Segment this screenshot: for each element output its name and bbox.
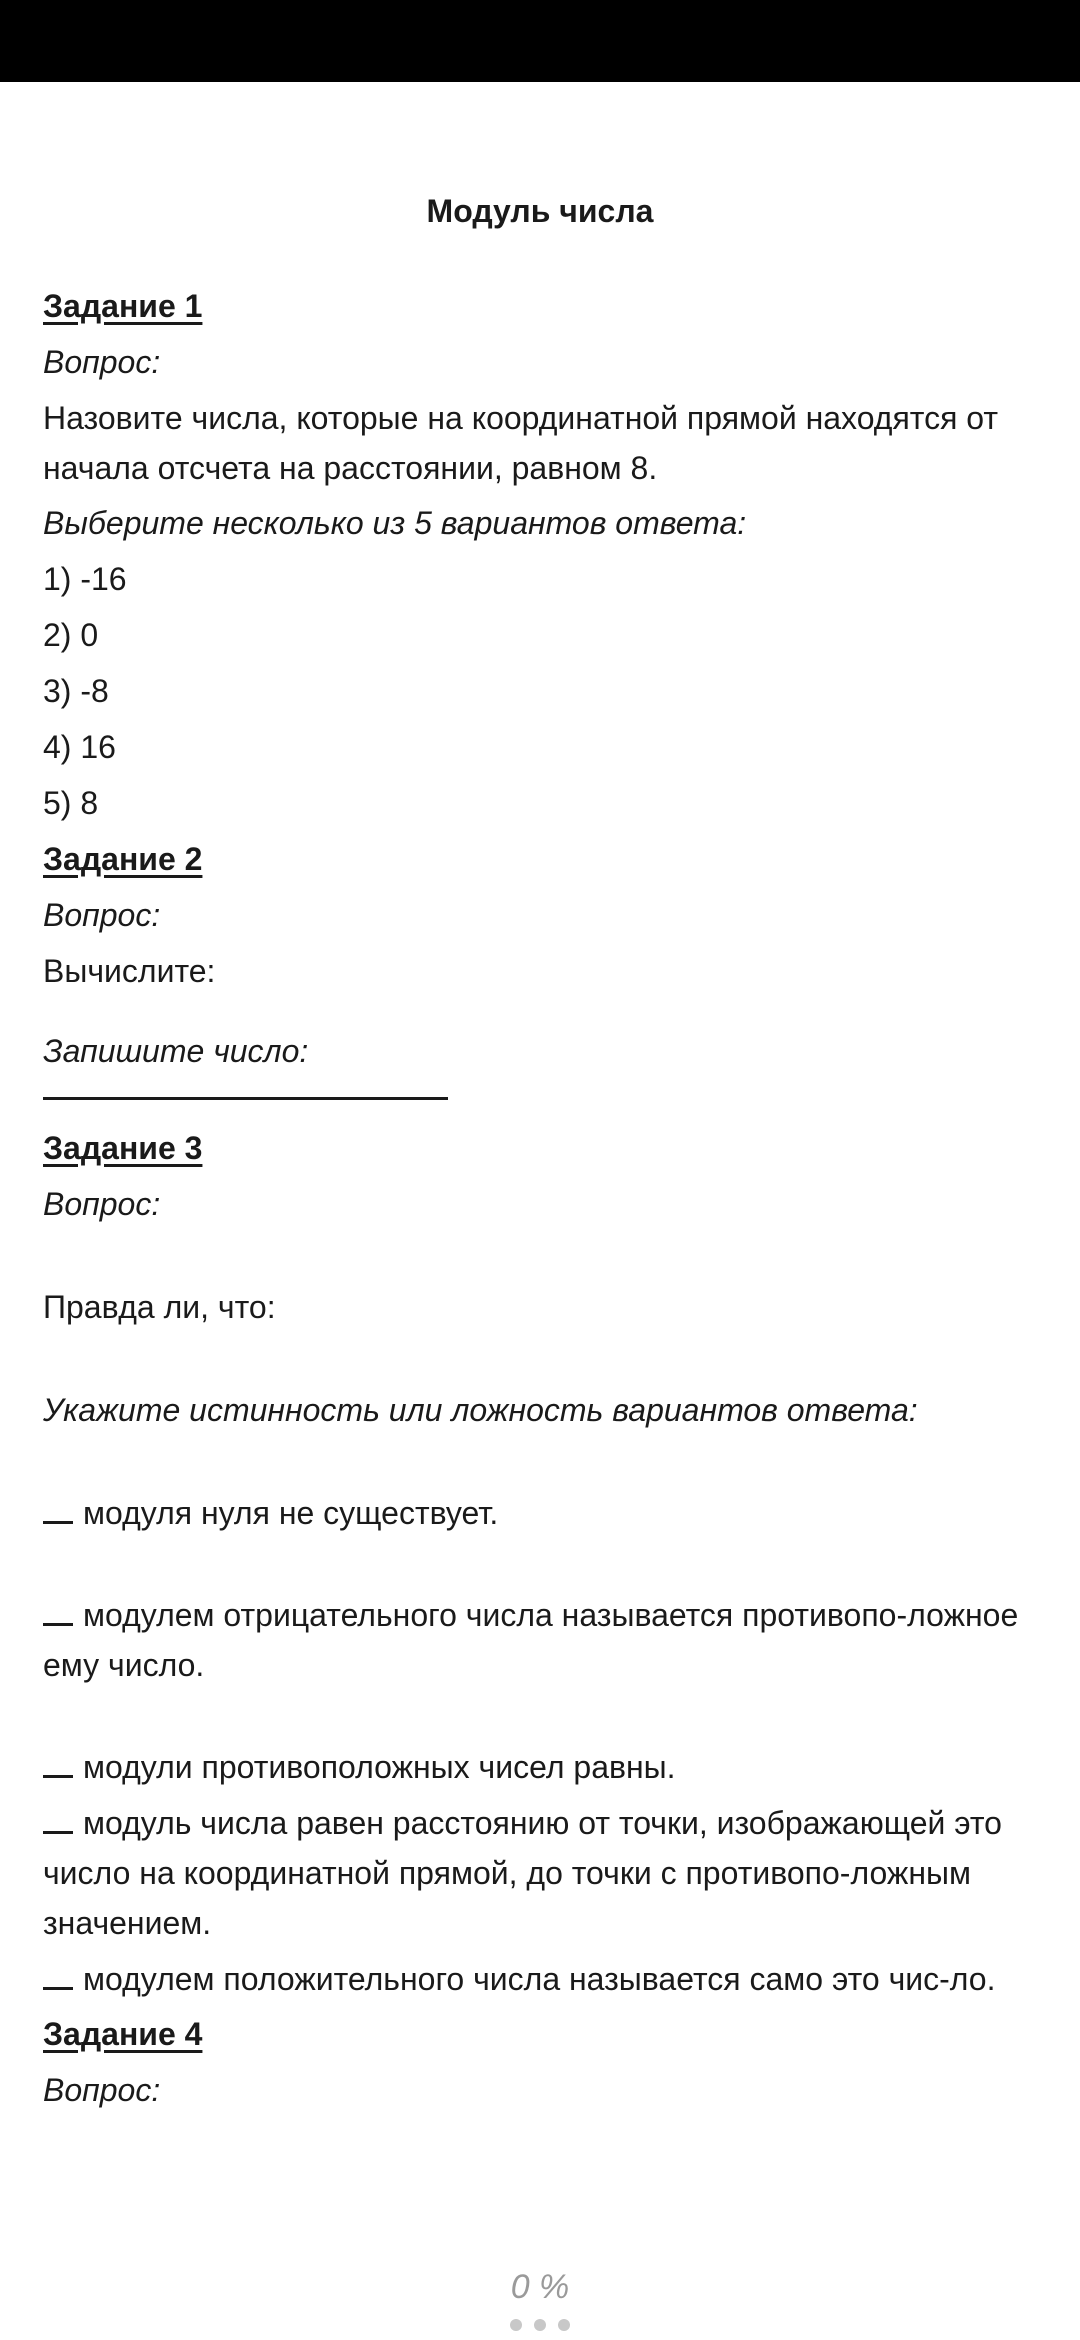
question-text: Назовите числа, которые на координатной прямой находятся от начала отсчета на расстоянии, равном 8. — [43, 400, 999, 486]
task-heading: Задание 4 — [43, 2016, 203, 2052]
answer-blank[interactable] — [43, 1495, 73, 1524]
task-3 — [43, 1120, 1043, 2004]
document-title: Модуль числа — [426, 193, 654, 229]
answer-blank[interactable] — [43, 1805, 73, 1834]
answer-input-line[interactable] — [43, 1097, 448, 1100]
statement-item[interactable]: модули противоположных чисел равны. — [43, 1742, 1043, 1792]
answer-blank[interactable] — [43, 1749, 73, 1778]
answer-instruction: Выберите несколько из 5 вариантов ответа: — [43, 505, 747, 541]
answer-option[interactable]: 3) -8 — [43, 673, 109, 709]
statement-item[interactable]: модуль числа равен расстоянию от точки, изображающей это число на координатной прямой, до точки с противопо-ложным значением. — [43, 1805, 1002, 1941]
question-label: Вопрос: — [43, 344, 161, 380]
answer-instruction: Запишите число: — [43, 1033, 309, 1069]
answer-option[interactable]: 2) 0 — [43, 617, 99, 653]
task-heading: Задание 3 — [43, 1130, 203, 1166]
answer-blank[interactable] — [43, 1961, 73, 1990]
answer-blank[interactable] — [43, 1597, 73, 1626]
task-4 — [43, 2006, 1043, 2118]
document-body — [43, 82, 1043, 2118]
status-bar — [0, 0, 1080, 82]
progress-indicator: 0 % — [510, 2268, 570, 2306]
loading-dots-icon — [0, 2318, 1080, 2336]
question-text: Вычислите: — [43, 953, 216, 989]
question-label: Вопрос: — [43, 897, 161, 933]
task-heading: Задание 1 — [43, 288, 203, 324]
task-heading: Задание 2 — [43, 841, 203, 877]
question-label: Вопрос: — [43, 2072, 161, 2108]
question-label: Вопрос: — [43, 1186, 161, 1222]
task-1 — [43, 278, 1043, 831]
question-text: Правда ли, что: — [43, 1289, 276, 1325]
answer-option[interactable]: 5) 8 — [43, 785, 99, 821]
task-2 — [43, 831, 1043, 1100]
statement-item[interactable]: модулем отрицательного числа называется противопо-ложное ему число. — [43, 1597, 1019, 1683]
statement-item[interactable]: модулем положительного числа называется само это чис-ло. — [43, 1954, 1033, 2004]
statement-item[interactable]: модуля нуля не существует. — [43, 1488, 1043, 1538]
answer-instruction: Укажите истинность или ложность вариантов ответа: — [43, 1392, 918, 1428]
answer-option[interactable]: 4) 16 — [43, 729, 116, 765]
answer-option[interactable]: 1) -16 — [43, 561, 127, 597]
